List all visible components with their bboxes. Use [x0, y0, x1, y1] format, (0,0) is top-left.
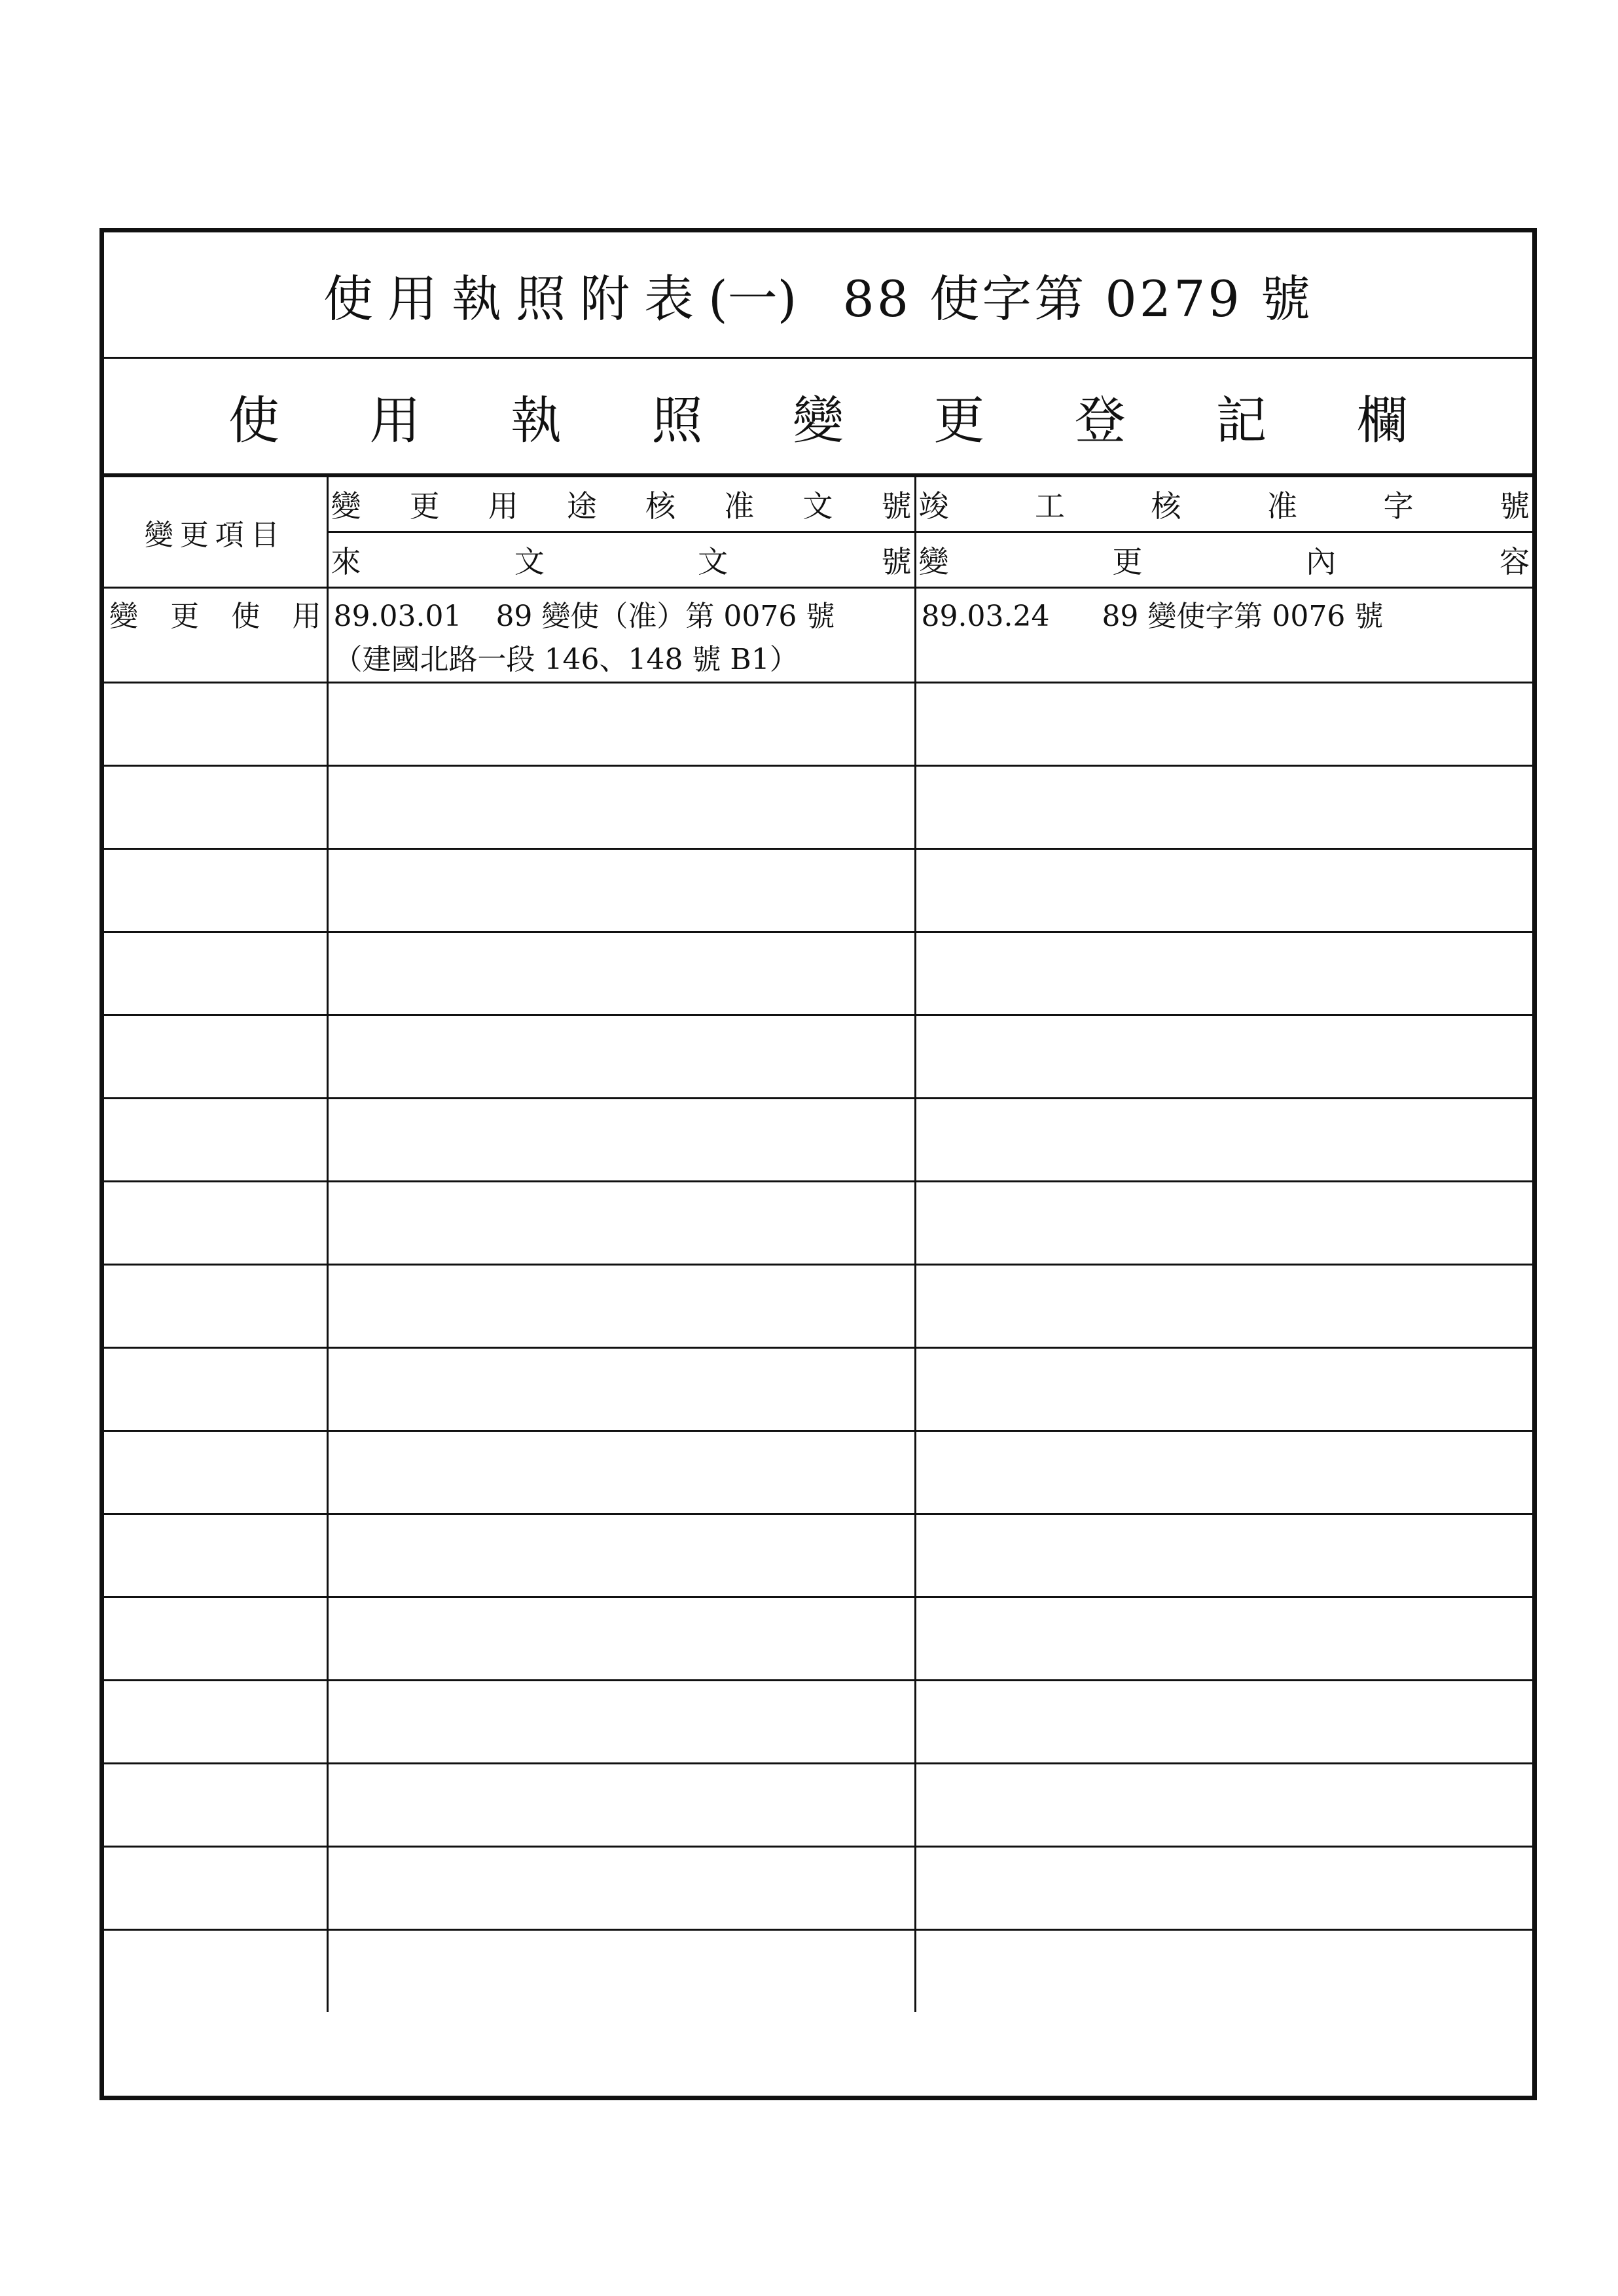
- empty-doc-cell: [327, 1681, 915, 1764]
- title-char: 附: [580, 269, 645, 328]
- empty-item-cell: [104, 1182, 327, 1265]
- empty-item-cell: [104, 1099, 327, 1182]
- header-char: 途: [566, 488, 597, 524]
- header-char: 字: [1383, 488, 1414, 524]
- change-register-table: [104, 475, 1532, 2012]
- empty-content-cell: [915, 1764, 1532, 1847]
- approval-date: 89.03.01: [333, 600, 462, 633]
- empty-item-cell: [104, 1681, 327, 1764]
- license-annex-form: [99, 228, 1537, 2100]
- approval-note: （建國北路一段 146、148 號 B1）: [333, 643, 799, 676]
- empty-doc-cell: [327, 849, 915, 932]
- empty-content-cell: [915, 1847, 1532, 1930]
- header-change-item: 變更項目: [104, 477, 327, 588]
- section-char: 用: [369, 391, 421, 450]
- header-char: 更: [1112, 544, 1143, 579]
- header-char: 號: [881, 488, 912, 524]
- header-char: 來: [331, 544, 361, 579]
- completion-number: 89 變使字第 0076 號: [1102, 600, 1384, 633]
- empty-table-row: [104, 849, 1532, 932]
- section-char: 登: [1074, 391, 1126, 450]
- header-char: 准: [724, 488, 755, 524]
- empty-table-row: [104, 1597, 1532, 1681]
- header-approval-doc-no: [327, 477, 915, 532]
- item-char: 更: [170, 600, 200, 633]
- empty-doc-cell: [327, 1597, 915, 1681]
- header-char: 更: [409, 488, 440, 524]
- empty-table-row: [104, 1847, 1532, 1930]
- change-item-cell: [104, 588, 327, 683]
- empty-content-cell: [915, 1265, 1532, 1348]
- empty-doc-cell: [327, 1182, 915, 1265]
- empty-content-cell: [915, 683, 1532, 766]
- section-char: 照: [651, 391, 703, 450]
- header-change-content: [915, 532, 1532, 588]
- empty-content-cell: [915, 932, 1532, 1015]
- empty-doc-cell: [327, 1847, 915, 1930]
- header-completion-no: [915, 477, 1532, 532]
- empty-doc-cell: [327, 1431, 915, 1514]
- empty-doc-cell: [327, 1514, 915, 1597]
- empty-content-cell: [915, 1348, 1532, 1431]
- title-char: 照: [516, 269, 581, 328]
- header-char: 文: [514, 544, 545, 579]
- license-number: 88 使字第 0279 號: [842, 269, 1313, 328]
- header-char: 變: [331, 488, 361, 524]
- empty-content-cell: [915, 849, 1532, 932]
- empty-content-cell: [915, 1681, 1532, 1764]
- empty-doc-cell: [327, 1930, 915, 2013]
- table-row: [104, 588, 1532, 683]
- empty-table-row: [104, 766, 1532, 849]
- empty-table-row: [104, 1930, 1532, 2013]
- empty-content-cell: [915, 1015, 1532, 1099]
- header-incoming-doc-no: [327, 532, 915, 588]
- empty-rows: [104, 683, 1532, 2013]
- header-char: 變: [918, 544, 949, 579]
- empty-item-cell: [104, 766, 327, 849]
- empty-table-row: [104, 1265, 1532, 1348]
- completion-cell: [915, 588, 1532, 683]
- empty-table-row: [104, 1348, 1532, 1431]
- header-char: 用: [488, 488, 518, 524]
- section-char: 更: [933, 391, 985, 450]
- empty-doc-cell: [327, 1015, 915, 1099]
- header-char: 工: [1035, 488, 1065, 524]
- section-char: 變: [792, 391, 844, 450]
- item-char: 用: [292, 600, 321, 633]
- empty-table-row: [104, 1514, 1532, 1597]
- empty-doc-cell: [327, 766, 915, 849]
- empty-doc-cell: [327, 1348, 915, 1431]
- title-char: 使: [323, 269, 388, 328]
- approval-number: 89 變使（准）第 0076 號: [495, 600, 835, 633]
- header-char: 文: [802, 488, 833, 524]
- empty-doc-cell: [327, 683, 915, 766]
- title-char: 用: [387, 269, 452, 328]
- section-char: 執: [510, 391, 562, 450]
- empty-item-cell: [104, 1930, 327, 2013]
- empty-item-cell: [104, 1847, 327, 1930]
- empty-item-cell: [104, 1597, 327, 1681]
- empty-table-row: [104, 1182, 1532, 1265]
- empty-item-cell: [104, 1514, 327, 1597]
- header-char: 核: [1151, 488, 1181, 524]
- title-annex: (一): [708, 269, 797, 328]
- empty-item-cell: [104, 849, 327, 932]
- empty-item-cell: [104, 932, 327, 1015]
- empty-table-row: [104, 1015, 1532, 1099]
- header-char: 文: [698, 544, 728, 579]
- header-char: 內: [1306, 544, 1337, 579]
- empty-content-cell: [915, 1930, 1532, 2013]
- empty-item-cell: [104, 1265, 327, 1348]
- title-char: 表: [644, 269, 709, 328]
- empty-item-cell: [104, 1015, 327, 1099]
- empty-table-row: [104, 932, 1532, 1015]
- empty-content-cell: [915, 1431, 1532, 1514]
- empty-content-cell: [915, 1182, 1532, 1265]
- empty-table-row: [104, 683, 1532, 766]
- section-char: 記: [1215, 391, 1267, 450]
- completion-date: 89.03.24: [921, 600, 1050, 633]
- empty-table-row: [104, 1431, 1532, 1514]
- empty-content-cell: [915, 1514, 1532, 1597]
- header-char: 准: [1267, 488, 1297, 524]
- empty-item-cell: [104, 1348, 327, 1431]
- empty-doc-cell: [327, 932, 915, 1015]
- form-title: [104, 232, 1532, 359]
- header-char: 竣: [918, 488, 949, 524]
- empty-doc-cell: [327, 1764, 915, 1847]
- empty-content-cell: [915, 1597, 1532, 1681]
- section-char: 使: [228, 391, 280, 450]
- section-title: [104, 359, 1532, 475]
- approval-doc-cell: [327, 588, 915, 683]
- header-char: 號: [881, 544, 912, 579]
- empty-table-row: [104, 1099, 1532, 1182]
- empty-table-row: [104, 1764, 1532, 1847]
- empty-content-cell: [915, 766, 1532, 849]
- empty-table-row: [104, 1681, 1532, 1764]
- empty-item-cell: [104, 683, 327, 766]
- empty-item-cell: [104, 1431, 327, 1514]
- item-char: 變: [109, 600, 138, 633]
- title-char: 執: [452, 269, 516, 328]
- empty-content-cell: [915, 1099, 1532, 1182]
- header-char: 容: [1499, 544, 1530, 579]
- header-char: 核: [645, 488, 676, 524]
- empty-doc-cell: [327, 1265, 915, 1348]
- section-char: 欄: [1356, 391, 1408, 450]
- item-char: 使: [231, 600, 261, 633]
- empty-doc-cell: [327, 1099, 915, 1182]
- header-char: 號: [1500, 488, 1530, 524]
- empty-item-cell: [104, 1764, 327, 1847]
